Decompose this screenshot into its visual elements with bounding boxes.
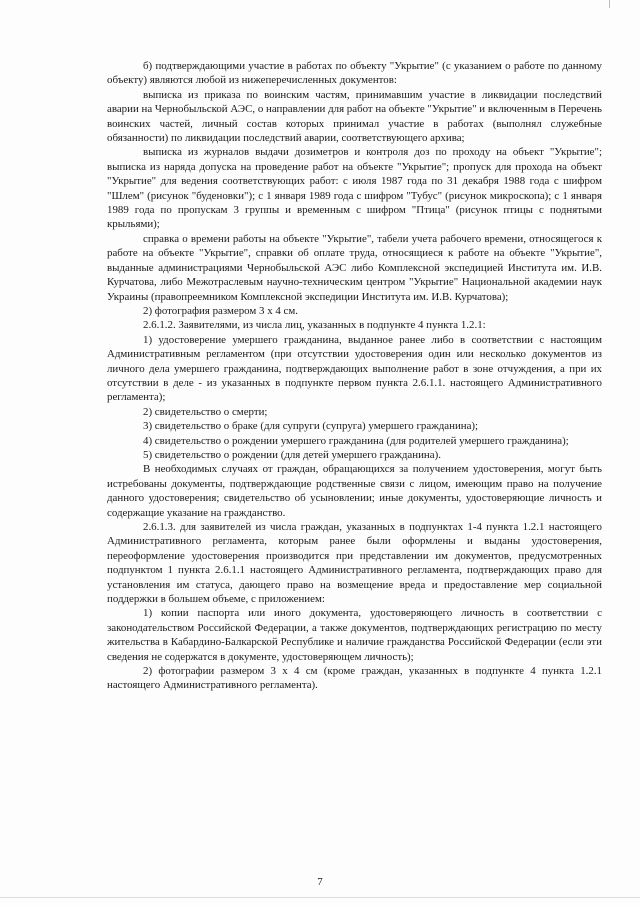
paragraph-death-certificate: 2) свидетельство о смерти;: [143, 405, 268, 418]
paragraph-birth-certificate-children: 5) свидетельство о рождении (для детей умершего гражданина).: [143, 448, 441, 461]
paragraph-deceased-certificate: 1) удостоверение умершего гражданина, выданное ранее либо в соответствии с настоящим Административным регламентом (при отсутствии удостоверения один или несколько документов из личного дела умершего гражданина, подтверждающих выполнение работ в зоне отчуждения, а при их отсутствии в деле - из указанных в подпункте первом пункта 2.6.1.1. настоящего Административного регламента);: [107, 333, 602, 404]
paragraph-2-6-1-3: 2.6.1.3. для заявителей из числа граждан, указанных в подпунктах 1-4 пункта 1.2.1 настоящего Административного регламента, которым ранее были оформлены и выданы удостоверения, переоформление удостоверения производится при представлении им документов, предусмотренных подпунктом 1 пункта 2.6.1.1 настоящего Административного регламента, подтверждающих право для установления им статуса, дающего право на возмещение вреда и предоставление мер социальной поддержки в большем объеме, с приложением:: [107, 521, 602, 606]
document-body: [107, 59, 602, 693]
paragraph-additional-documents: В необходимых случаях от граждан, обращающихся за получением удостоверения, могут быть истребованы документы, подтверждающие родственные связи с лицом, имеющим право на получение данного удостоверения; свидетельство об усыновлении; иные документы, удостоверяющие личность и содержащие указание на гражданство.: [107, 463, 602, 519]
paragraph-b-confirming-docs: б) подтверждающими участие в работах по объекту "Укрытие" (с указанием о работе по данному объекту) являются любой из нижеперечисленных документов:: [107, 60, 602, 87]
paragraph-military-order-extract: выписка из приказа по воинским частям, принимавшим участие в ликвидации последствий аварии на Чернобыльской АЭС, о направлении для работ на объекте "Укрытие" и включенным в Перечень воинских частей, личный состав которых принимал участие в работах (выполнял служебные обязанности) по ликвидации последствий аварии, соответствующего архива;: [107, 88, 602, 145]
paragraph-marriage-certificate: 3) свидетельство о браке (для супруги (супруга) умершего гражданина);: [143, 420, 479, 433]
paragraph-photo-3x4: 2) фотография размером 3 х 4 см.: [143, 304, 298, 317]
paragraph-passport-copy: 1) копии паспорта или иного документа, удостоверяющего личность в соответствии с законодательством Российской Федерации, а также документов, подтверждающих регистрацию по месту жительства в Кабардино-Балкарской Республике и наличие гражданства Российской Федерации (если эти сведения не содержатся в документе, удостоверяющем личность);: [107, 607, 602, 663]
scan-bottom-edge: [0, 897, 640, 898]
paragraph-2-6-1-2: 2.6.1.2. Заявителями, из числа лиц, указанных в подпункте 4 пункта 1.2.1:: [143, 319, 486, 332]
scan-edge-mark: [609, 0, 610, 8]
paragraph-dosimeter-journal-extract: выписка из журналов выдачи дозиметров и контроля доз по проходу на объект "Укрытие"; выписка из наряда допуска на проведение работ на объекте "Укрытие"; пропуск для прохода на объект "Укрытие" для ведения соответствующих работ: с июля 1987 года по 31 декабря 1988 года с шифром "Шлем" (рисунок "буденовки"); с 1 января 1989 года с шифром "Тубус" (рисунок микроскопа); с 1 января 1989 года по пропускам 3 группы и временным с шифром "Птица" (рисунок птицы с поднятыми крыльями);: [107, 146, 602, 231]
paragraph-work-time-certificate: справка о времени работы на объекте "Укрытие", табели учета рабочего времени, относящегося к работе на объекте "Укрытие", справки об оплате труда, относящиеся к работе на объекте "Укрытие", выданные администрациями Чернобыльской АЭС либо Комплексной экспедицией Института им. И.В. Курчатова, либо Межотраслевым научно-техническим центром "Укрытие" Национальной академии наук Украины (правопреемником Комплексной экспедиции Института им. И.В. Курчатова);: [107, 232, 602, 303]
paragraph-birth-certificate-deceased: 4) свидетельство о рождении умершего гражданина (для родителей умершего гражданина);: [143, 434, 569, 447]
paragraph-photographs-3x4: 2) фотографии размером 3 х 4 см (кроме граждан, указанных в подпункте 4 пункта 1.2.1 настоящего Административного регламента).: [107, 665, 602, 692]
page-number: 7: [317, 876, 323, 888]
